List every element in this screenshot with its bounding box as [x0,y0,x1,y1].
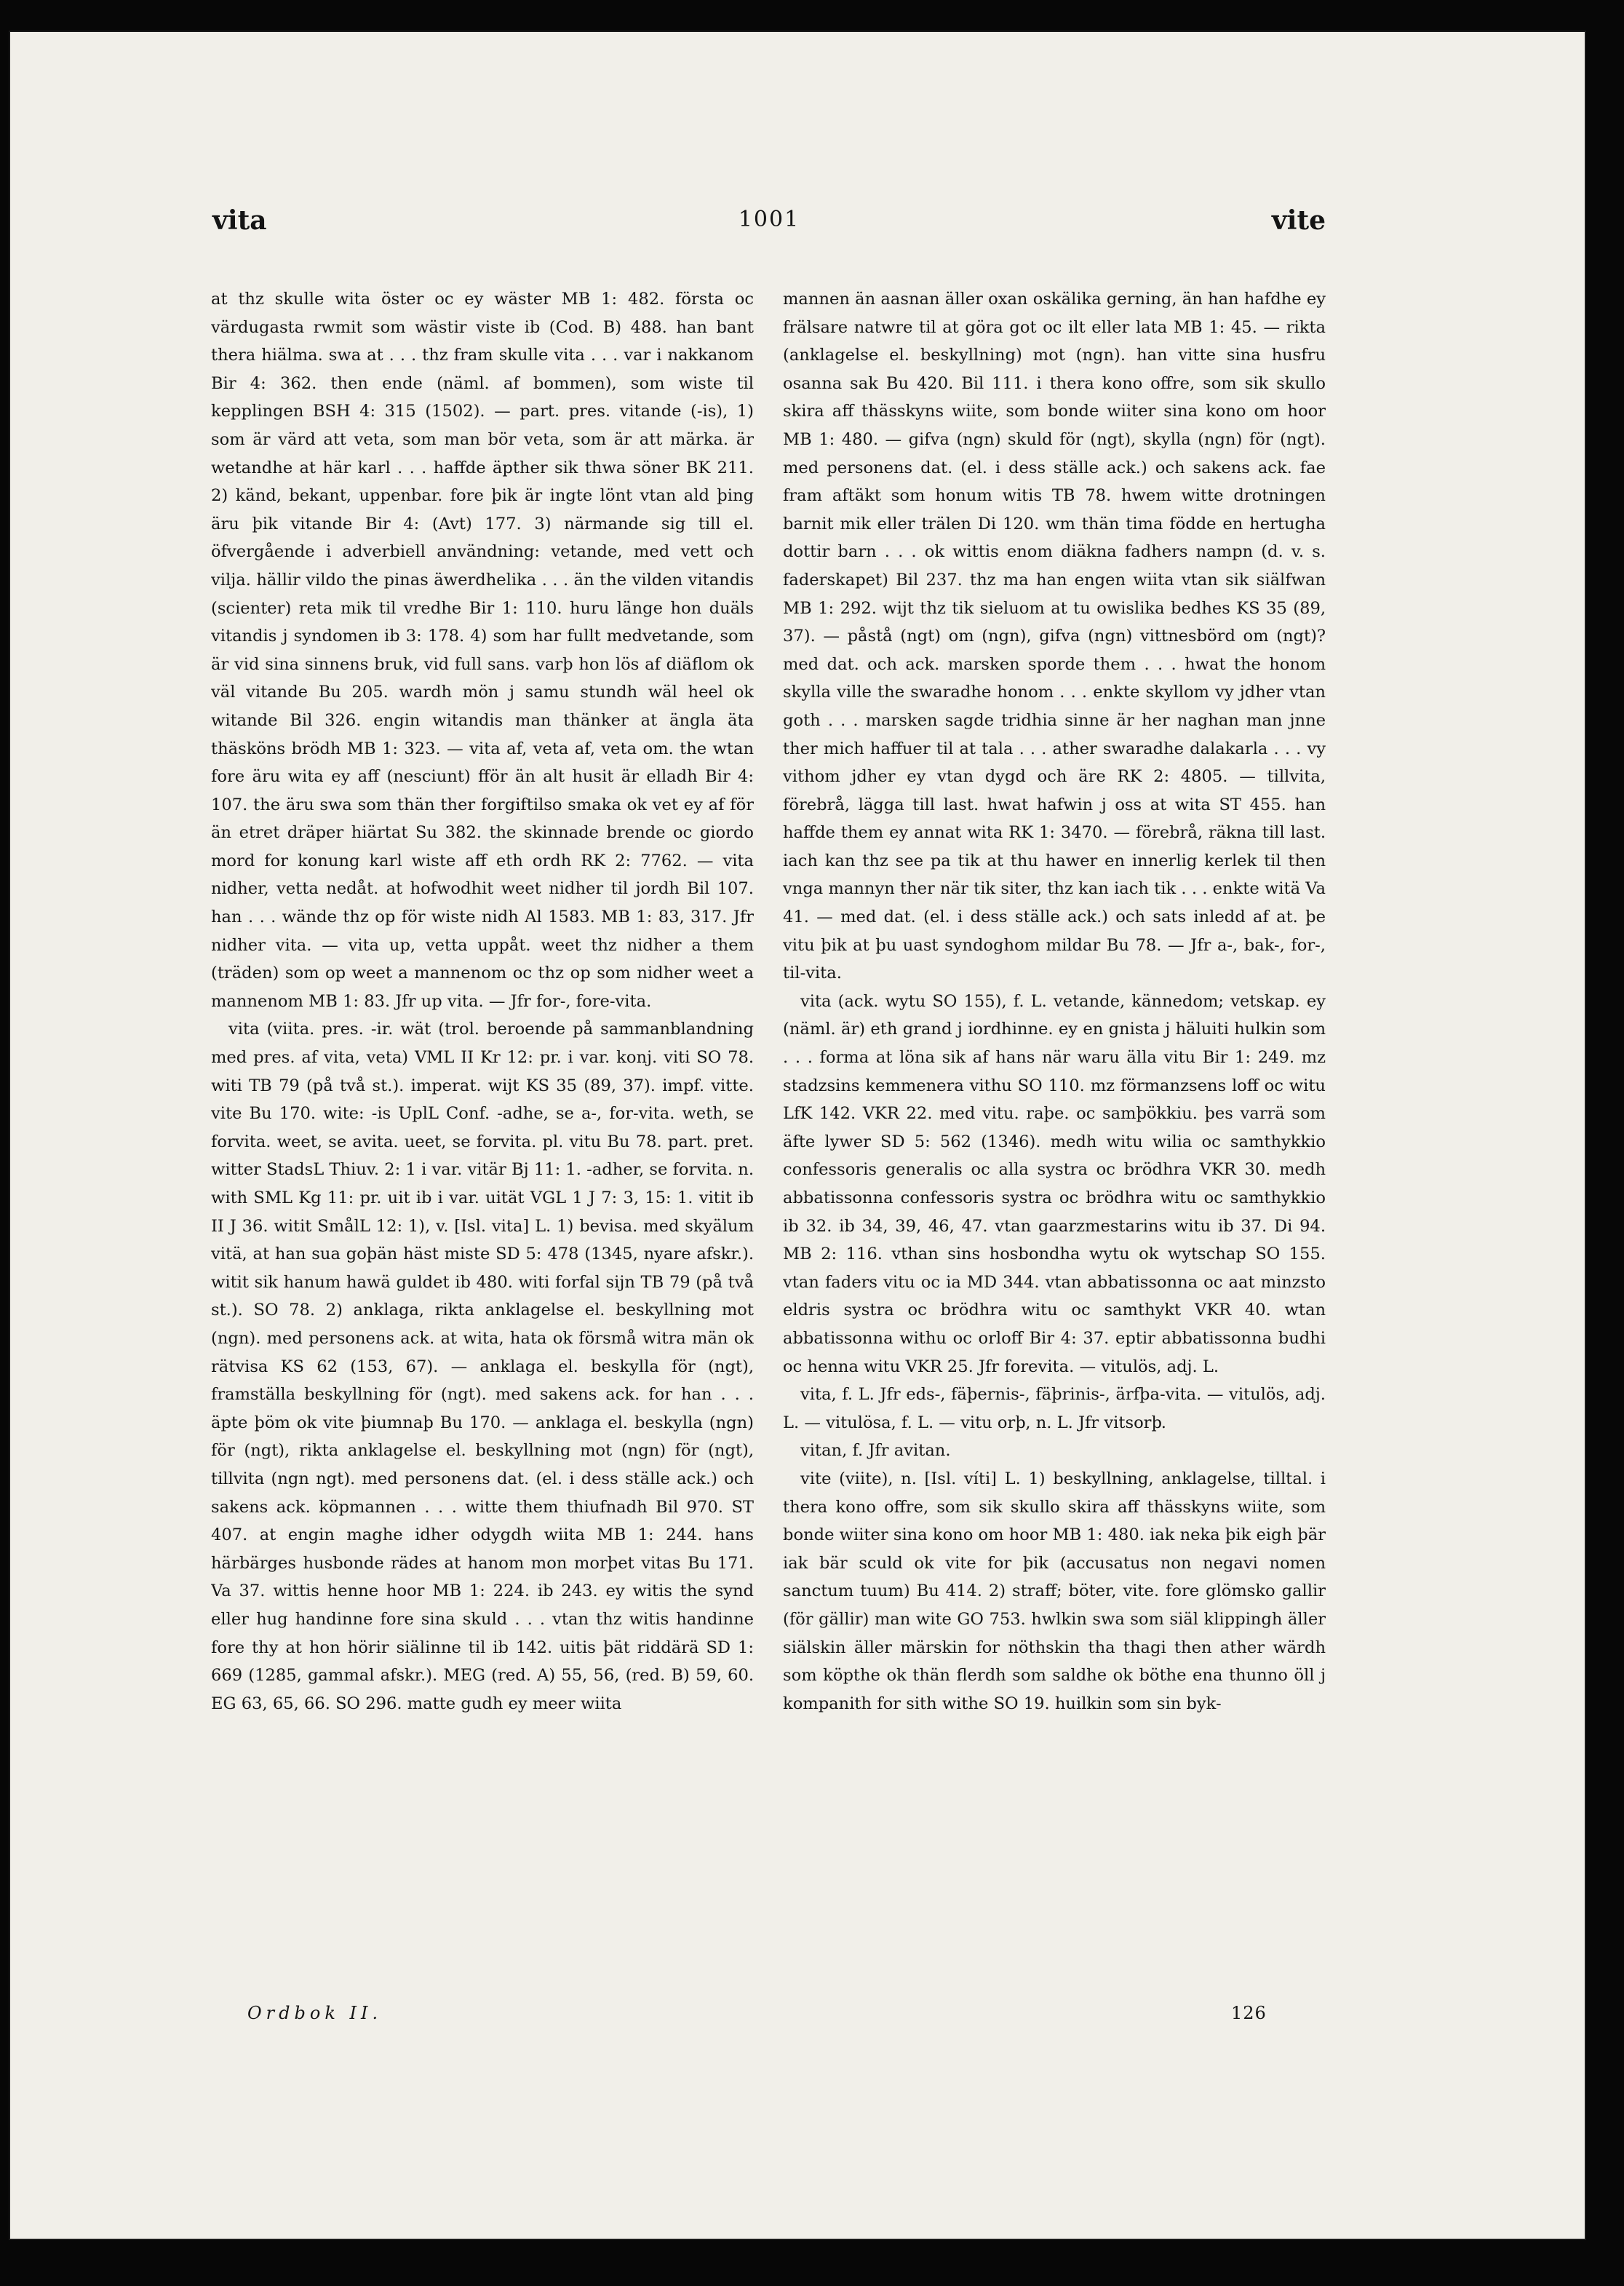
page-number: 1001 [738,207,800,232]
dictionary-entry: vita, f. L. Jfr eds-, fäþernis-, fäþrinis-, ärfþa-vita. — vitulös, adj. L. — vitulösa, f. L. — vitu orþ, n. L. Jfr vitsorþ. [783,1385,1326,1432]
left-guide-word: vita [212,205,267,236]
sheet-signature: Ordbok II. [247,2003,383,2023]
left-column [211,285,754,2003]
paragraph: at thz skulle wita öster oc ey wäster MB 1: 482. första oc värdugasta rwmit som wästir viste ib (Cod. B) 488. han bant thera hiälma. swa at . . . thz fram skulle vita . . . var i nakkanom Bir 4: 362. then ende (näml. af bommen), som wiste til kepplingen BSH 4: 315 (1502). — part. pres. vitande (-is), 1) som är värd att veta, som man bör veta, som är att märka. är wetandhe at här karl . . . haffde äpther sik thwa söner BK 211. 2) känd, bekant, uppenbar. fore þik är ingte lönt vtan ald þing äru þik vitande Bir 4: (Avt) 177. 3) närmande sig till el. öfvergående i adverbiell användning: vetande, med vett och vilja. hällir vildo the pinas äwerdhelika . . . än the vilden vitandis (scienter) reta mik til vredhe Bir 1: 110. huru länge hon duäls vitandis j syndomen ib 3: 178. 4) som har fullt medvetande, som är vid sina sinnens bruk, vid full sans. varþ hon lös af diäflom ok väl vitande Bu 205. wardh mön j samu stundh wäl heel ok witande Bil 326. engin witandis man thänker at ängla äta thäsköns brödh MB 1: 323. — vita af, veta af, veta om. the wtan fore äru wita ey aff (nesciunt) fför än alt husit är elladh Bir 4: 107. the äru swa som thän ther forgiftilso smaka ok vet ey af för än etret dräper hiärtat Su 382. the skinnade brende oc giordo mord for konung karl wiste aff eth ordh RK 2: 7762. — vita nidher, vetta nedåt. at hofwodhit weet nidher til jordh Bil 107. han . . . wände thz op för wiste nidh Al 1583. MB 1: 83, 317. Jfr nidher vita. — vita up, vetta uppåt. weet thz nidher a them (träden) som op weet a mannenom oc thz op som nidher weet a mannenom MB 1: 83. Jfr up vita. — Jfr for-, fore-vita. [211,290,754,1011]
paragraph: mannen än aasnan äller oxan oskälika gerning, än han hafdhe ey frälsare natwre til at göra got oc ilt eller lata MB 1: 45. — rikta (anklagelse el. beskyllning) mot (ngn). han vitte sina husfru osanna sak Bu 420. Bil 111. i thera kono offre, som sik skullo skira aff thässkyns wiite, som bonde wiiter sina kono om hoor MB 1: 480. — gifva (ngn) skuld för (ngt), skylla (ngn) för (ngt). med personens dat. (el. i dess ställe ack.) och sakens ack. fae fram aftäkt som honum witis TB 78. hwem witte drotningen barnit mik eller trälen Di 120. wm thän tima födde en hertugha dottir barn . . . ok wittis enom diäkna fadhers nampn (d. v. s. faderskapet) Bil 237. thz ma han engen wiita vtan sik siälfwan MB 1: 292. wijt thz tik sieluom at tu owislika bedhes KS 35 (89, 37). — påstå (ngt) om (ngn), gifva (ngn) vittnesbörd om (ngt)? med dat. och ack. marsken sporde them . . . hwat the honom skylla ville the swaradhe honom . . . enkte skyllom vy jdher vtan goth . . . marsken sagde tridhia sinne är her naghan man jnne ther mich haffuer til at tala . . . ather swaradhe dalakarla . . . vy vithom jdher ey vtan dygd och äre RK 2: 4805. — tillvita, förebrå, lägga till last. hwat hafwin j oss at wita ST 455. han haffde them ey annat wita RK 1: 3470. — förebrå, räkna till last. iach kan thz see pa tik at thu hawer en innerlig kerlek til then vnga mannyn ther när tik siter, thz kan iach tik . . . enkte witä Va 41. — med dat. (el. i dess ställe ack.) och sats inledd af at. þe vitu þik at þu uast syndoghom mildar Bu 78. — Jfr a-, bak-, for-, til-vita. [783,290,1326,983]
dictionary-entry: vita (viita. pres. -ir. wät (trol. beroende på sammanblandning med pres. af vita, veta) VML II Kr 12: pr. i var. konj. viti SO 78. witi TB 79 (på två st.). imperat. wijt KS 35 (89, 37). impf. vitte. vite Bu 170. wite: -is UplL Conf. -adhe, se a-, for-vita. weth, se forvita. weet, se avita. ueet, se forvita. pl. vitu Bu 78. part. pret. witter StadsL Thiuv. 2: 1 i var. vitär Bj 11: 1. -adher, se forvita. n. with SML Kg 11: pr. uit ib i var. uität VGL 1 J 7: 3, 15: 1. vitit ib II J 36. witit SmålL 12: 1), v. [Isl. vita] L. 1) bevisa. med skyälum vitä, at han sua goþän häst miste SD 5: 478 (1345, nyare afskr.). witit sik hanum hawä guldet ib 480. witi forfal sijn TB 79 (på två st.). SO 78. 2) anklaga, rikta anklagelse el. beskyllning mot (ngn). med personens ack. at wita, hata ok försmå witra män ok rätvisa KS 62 (153, 67). — anklaga el. beskylla för (ngt), framställa beskyllning för (ngt). med sakens ack. for han . . . äpte þöm ok vite þiumnaþ Bu 170. — anklaga el. beskylla (ngn) för (ngt), rikta anklagelse el. beskyllning mot (ngn) för (ngt), tillvita (ngn ngt). med personens dat. (el. i dess ställe ack.) och sakens ack. köpmannen . . . witte them thiufnadh Bil 970. ST 407. at engin maghe idher odygdh wiita MB 1: 244. hans härbärges husbonde rädes at hanom mon morþet vitas Bu 171. Va 37. wittis henne hoor MB 1: 224. ib 243. ey witis the synd eller hug handinne fore sina skuld . . . vtan thz witis handinne fore thy at hon hörir siälinne til ib 142. uitis þät riddärä SD 1: 669 (1285, gammal afskr.). MEG (red. A) 55, 56, (red. B) 59, 60. EG 63, 65, 66. SO 296. matte gudh ey meer wiita [211,1020,754,1713]
dictionary-page [9,31,1586,2240]
sheet-number: 126 [1231,2003,1267,2023]
page-header [212,205,1326,249]
dictionary-entry: vite (viite), n. [Isl. víti] L. 1) beskyllning, anklagelse, tilltal. i thera kono offre, som sik skullo skira aff thässkyns wiite, som bonde wiiter sina kono om hoor MB 1: 480. iak neka þik eigh þär iak bär sculd ok vite for þik (accusatus non negavi nomen sanctum tuum) Bu 414. 2) straff; böter, vite. fore glömsko gallir (för gällir) man wite GO 753. hwlkin swa som siäl klippingh äller siälskin äller märskin for nöthskin tha thagi then ather wärdh som köpthe ok thän flerdh som saldhe ok böthe ena thunno öll j kompanith for sith withe SO 19. huilkin som sin byk- [783,1469,1326,1713]
dictionary-entry: vita (ack. wytu SO 155), f. L. vetande, kännedom; vetskap. ey (näml. är) eth grand j iordhinne. ey en gnista j häluiti hulkin som . . . forma at löna sik af hans när waru älla vitu Bir 1: 249. mz stadzsins kemmenera vithu SO 110. mz förmanzsens loff oc witu LfK 142. VKR 22. med vitu. raþe. oc samþökkiu. þes varrä som äfte lywer SD 5: 562 (1346). medh witu wilia oc samthykkio confessoris generalis oc alla systra oc brödhra VKR 30. medh abbatissonna confessoris systra oc brödhra witu oc samthykkio ib 32. ib 34, 39, 46, 47. vtan gaarzmestarins witu ib 37. Di 94. MB 2: 116. vthan sins hosbondha wytu ok wytschap SO 155. vtan faders vitu oc ia MD 344. vtan abbatissonna oc aat minzsto eldris systra oc brödhra witu oc samthykt VKR 40. wtan abbatissonna withu oc orloff Bir 4: 37. eptir abbatissonna budhi oc henna witu VKR 25. Jfr forevita. — vitulös, adj. L. [783,991,1326,1376]
right-column [783,285,1326,2003]
right-guide-word: vite [1271,205,1326,236]
dictionary-entry: vitan, f. Jfr avitan. [800,1441,951,1461]
